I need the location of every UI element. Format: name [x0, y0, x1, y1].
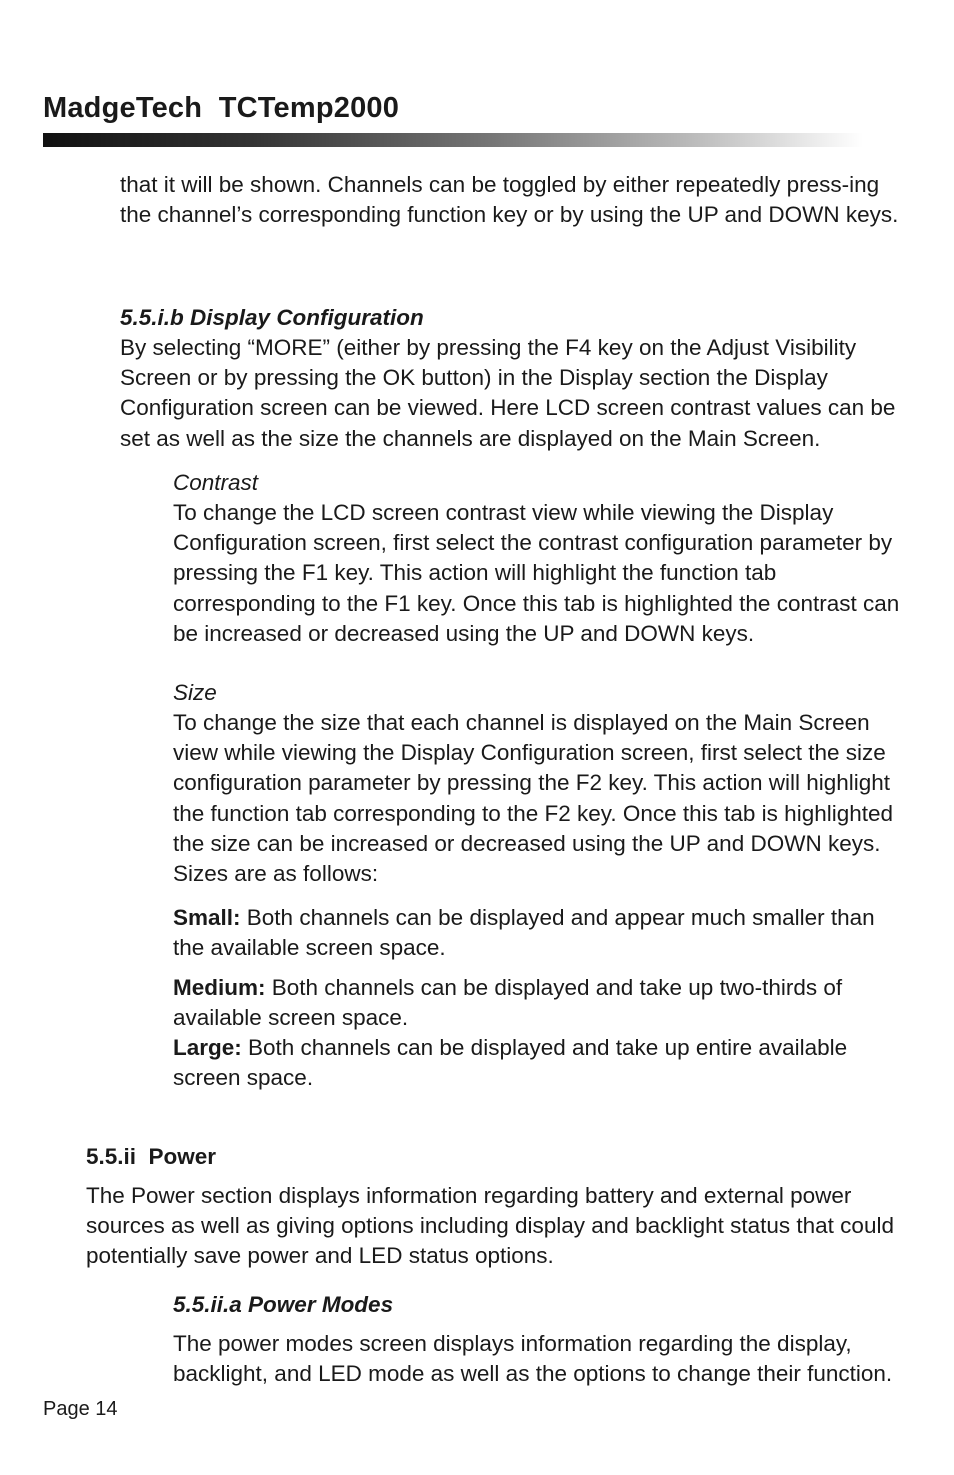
display-configuration-paragraph: By selecting “MORE” (either by pressing the F4 key on the Adjust Visibility Screen or by pressing the OK button) in the Display section the Display Configuration screen can be viewed. Here LCD screen contrast values can be set as well as the size the channels are displayed on the Main Screen.: [120, 335, 896, 451]
power-modes-paragraph: The power modes screen displays information regarding the display, backlight, and LED mode as well as the options to change their function.: [173, 1331, 893, 1387]
size-large-term: Large:: [173, 1035, 242, 1060]
size-small-term: Small:: [173, 905, 241, 930]
size-paragraph: To change the size that each channel is displayed on the Main Screen view while viewing the Display Configuration screen, first select the size configuration parameter by pressing the F2 key. This action will highlight the function tab corresponding to the F2 key. Once this tab is highlighted the size can be increased or decreased using the UP and DOWN keys. Sizes are as follows:: [173, 710, 894, 887]
display-configuration-heading: 5.5.i.b Display Configuration: [120, 305, 424, 330]
power-modes-heading: 5.5.ii.a Power Modes: [173, 1292, 394, 1317]
size-small-text: Both channels can be displayed and appear much smaller than the available screen space.: [173, 905, 875, 961]
size-large-text: Both channels can be displayed and take up entire available screen space.: [173, 1035, 848, 1091]
size-medium-text: Both channels can be displayed and take up two-thirds of available screen space.: [173, 975, 843, 1031]
contrast-heading: Contrast: [173, 470, 259, 495]
size-heading: Size: [173, 680, 217, 705]
power-heading: 5.5.ii Power: [86, 1144, 217, 1169]
size-small-item: [173, 903, 908, 963]
page-number: Page 14: [43, 1398, 118, 1420]
size-medium-term: Medium:: [173, 975, 266, 1000]
power-paragraph: The Power section displays information regarding battery and external power sources as well as giving options including display and backlight status that could potentially save power and LED status options.: [86, 1183, 894, 1269]
size-large-item: [173, 1033, 908, 1093]
page-header-title: MadgeTech TCTemp2000: [43, 92, 400, 124]
size-medium-item: [173, 973, 908, 1033]
header-gradient-bar: [43, 133, 863, 147]
intro-paragraph: that it will be shown. Channels can be toggled by either repeatedly press-ing the channel’s corresponding function key or by using the UP and DOWN keys.: [120, 172, 899, 228]
contrast-paragraph: To change the LCD screen contrast view while viewing the Display Configuration screen, first select the contrast configuration parameter by pressing the F1 key. This action will highlight the function tab corresponding to the F1 key. Once this tab is highlighted the contrast can be increased or decreased using the UP and DOWN keys.: [173, 500, 900, 646]
